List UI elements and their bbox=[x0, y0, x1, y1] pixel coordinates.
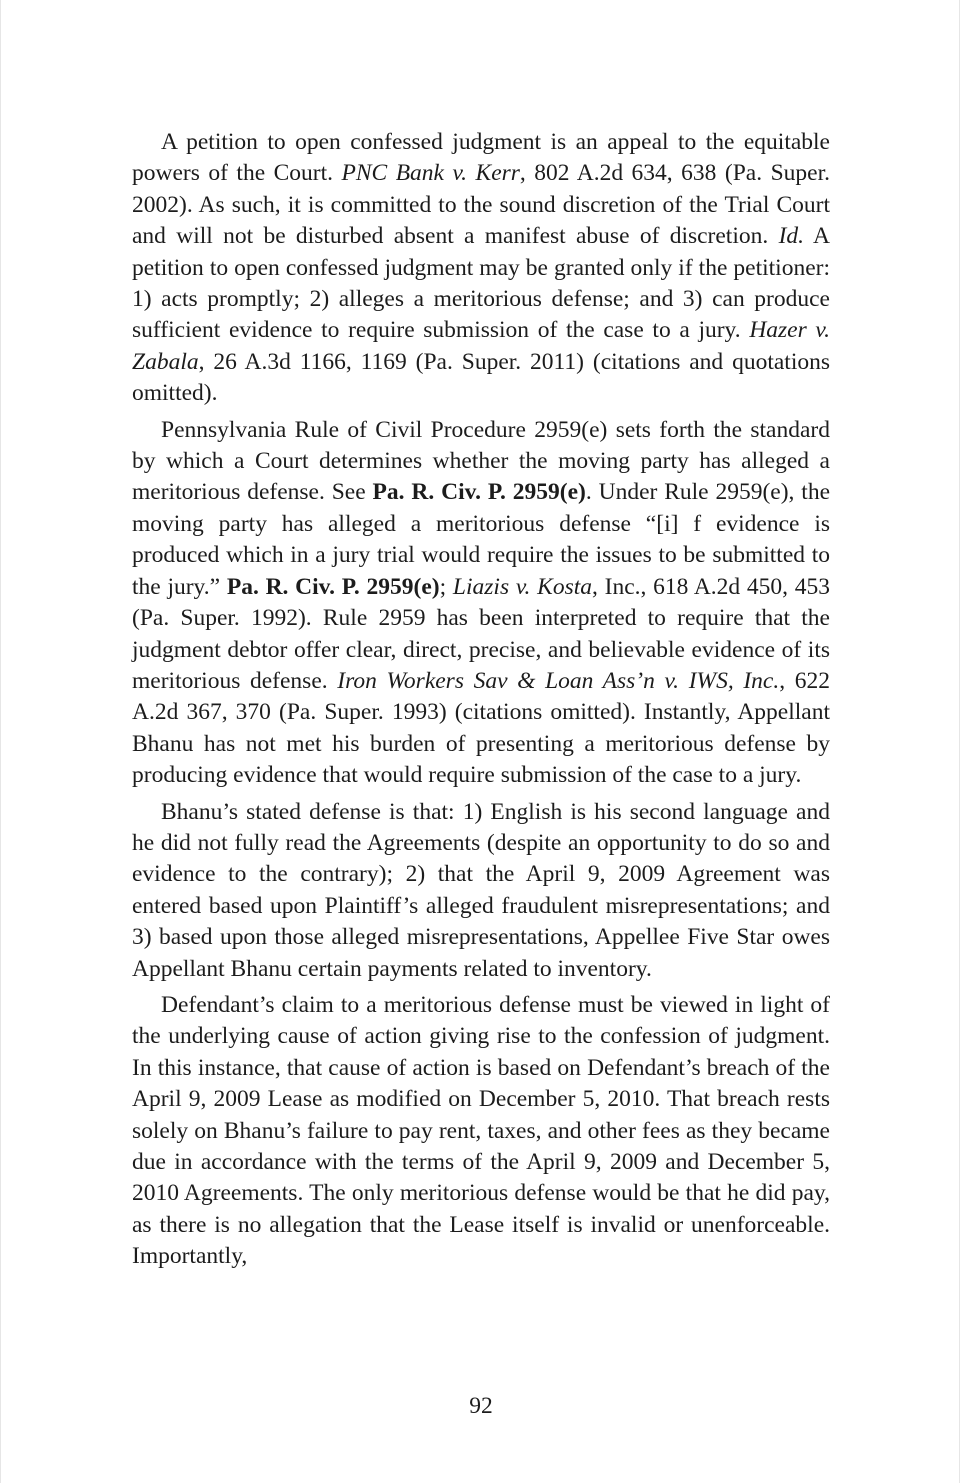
case-citation: Hazer v. Zabala bbox=[132, 317, 830, 375]
paragraph-2 bbox=[132, 415, 830, 792]
text-run: A petition to open confessed judgment may be granted only if the petitioner: 1) acts promptly; 2) alleges a meritorious defense; and 3) can produce sufficient evidence to require submission of the case to a jury. bbox=[132, 223, 830, 344]
text-run: ; bbox=[439, 573, 453, 600]
text-run: Bhanu’s stated defense is that: 1) English is his second language and he did not fully read the Agreements (despite an opportunity to do so and evidence to the contrary); 2) that the April 9, 2009 Agreement was entered based upon Plaintiff’s alleged fraudulent misrepresentations; and 3) based upon those alleged misrepresentations, Appellee Five Star owes Appellant Bhanu certain payments related to inventory. bbox=[132, 798, 830, 982]
case-citation: Iron Workers Sav & Loan Ass’n v. IWS, Inc. bbox=[337, 667, 780, 694]
rule-citation: Pa. R. Civ. P. 2959(e) bbox=[226, 573, 440, 600]
rule-citation: Pa. R. Civ. P. 2959(e) bbox=[372, 479, 586, 506]
paragraph-4 bbox=[132, 990, 830, 1273]
text-run: A petition to open confessed judgment is an appeal to the equitable powers of the Court. bbox=[132, 129, 830, 187]
body-text bbox=[132, 127, 830, 1278]
paragraph-1 bbox=[132, 127, 830, 410]
text-run: , 26 A.3d 1166, 1169 (Pa. Super. 2011) (citations and quotations omitted). bbox=[132, 348, 830, 407]
text-run: , 622 A.2d 367, 370 (Pa. Super. 1993) (citations omitted). Instantly, Appellant Bhanu has not met his burden of presenting a meritorious defense by producing evidence that would require submission of the case to a jury. bbox=[132, 667, 831, 789]
case-citation: Id. bbox=[778, 223, 805, 250]
text-run: Defendant’s claim to a meritorious defense must be viewed in light of the underlying cause of action giving rise to the confession of judgment. In this instance, that cause of action is based on Defendant’s breach of the April 9, 2009 Lease as modified on December 5, 2010. That breach rests solely on Bhanu’s failure to pay rent, taxes, and other fees as they became due in accordance with the terms of the April 9, 2009 and December 5, 2010 Agreements. The only meritorious defense would be that he did pay, as there is no allegation that the Lease itself is invalid or unenforceable. Importantly, bbox=[132, 991, 830, 1270]
text-run: , Inc., 618 A.2d 450, 453 (Pa. Super. 1992). Rule 2959 has been interpreted to require that the judgment debtor offer clear, direct, precise, and believable evidence of its meritorious defense. bbox=[132, 573, 831, 694]
text-run: , 802 A.2d 634, 638 (Pa. Super. 2002). As such, it is committed to the sound discretion of the Trial Court and will not be disturbed absent a manifest abuse of discretion. bbox=[132, 160, 830, 250]
case-citation: PNC Bank v. Kerr bbox=[341, 160, 520, 187]
paragraph-3 bbox=[132, 797, 830, 985]
page-number: 92 bbox=[469, 1393, 493, 1419]
case-citation: Liazis v. Kosta bbox=[452, 573, 592, 600]
text-run: Pennsylvania Rule of Civil Procedure 2959(e) sets forth the standard by which a Court determines whether the moving party has alleged a meritorious defense. See bbox=[132, 416, 830, 506]
text-run: . Under Rule 2959(e), the moving party has alleged a meritorious defense “[i] f evidence is produced which in a jury trial would require the issues to be submitted to the jury.” bbox=[132, 479, 831, 600]
